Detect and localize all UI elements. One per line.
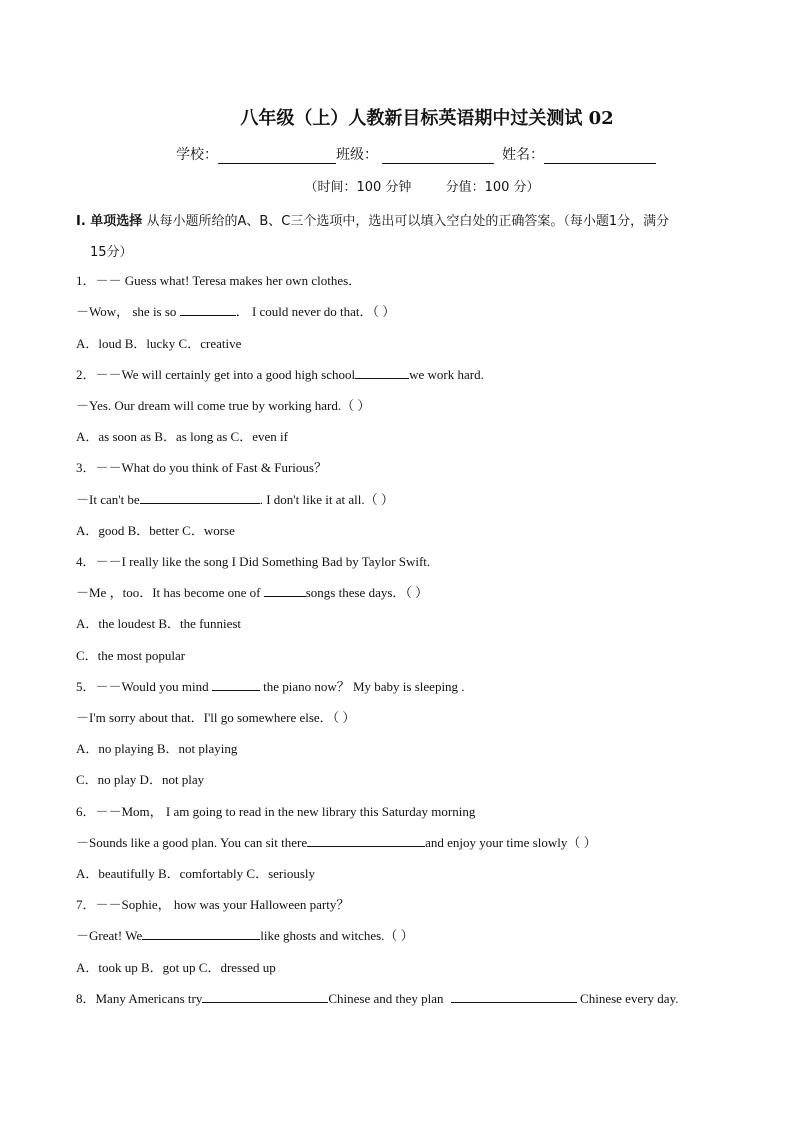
options-7: A．took up B．got up C．dressed up <box>76 960 276 975</box>
question-2: 2．－－We will certainly get into a good high school we work hard. <box>76 367 484 382</box>
question-1: 1．－－ Guess what! Teresa makes her own clothes． <box>76 273 362 288</box>
score-info: 分值：100 分） <box>445 180 540 195</box>
class-label: 班级： <box>336 147 378 163</box>
blank <box>212 678 260 691</box>
school-label: 学校： <box>176 147 218 163</box>
options-5a: A．no playing B．not playing <box>76 741 238 756</box>
blank <box>451 990 577 1003</box>
answer-line-7: －Great! We like ghosts and witches.（ ） <box>76 928 414 943</box>
question-3: 3．－－What do you think of Fast & Furious？ <box>76 460 327 475</box>
time-info: （时间：100 分钟 <box>304 180 412 195</box>
page-title: 八年级（上）人教新目标英语期中过关测试 02 <box>240 108 614 129</box>
question-5: 5．－－Would you mind the piano now？ My baby is sleeping . <box>76 679 465 694</box>
answer-line-5: －I'm sorry about that．I'll go somewhere else．（ ） <box>76 710 356 725</box>
options-6: A．beautifully B．comfortably C．seriously <box>76 866 316 881</box>
options-1: A．loud B．lucky C．creative <box>76 336 242 351</box>
question-6: 6．－－Mom， I am going to read in the new library this Saturday morning <box>76 804 476 819</box>
exam-meta <box>0 176 794 195</box>
options-4a: A．the loudest B．the funniest <box>76 616 242 631</box>
school-blank <box>218 149 336 164</box>
name-label: 姓名： <box>502 147 544 163</box>
options-3: A．good B．better C．worse <box>76 523 235 538</box>
options-2: A．as soon as B．as long as C．even if <box>76 429 288 444</box>
options-4b: C．the most popular <box>76 648 186 663</box>
question-8: 8．Many Americans try Chinese and they plan Chinese every day. <box>76 991 679 1006</box>
question-4: 4．－－I really like the song I Did Something Bad by Taylor Swift. <box>76 554 431 569</box>
blank <box>355 366 409 379</box>
answer-line-6: －Sounds like a good plan. You can sit there and enjoy your time slowly（ ） <box>76 835 597 850</box>
instruction-text: 从每小题所给的A、B、C三个选项中，选出可以填入空白处的正确答案。（每小题1分，满分 <box>146 214 670 229</box>
answer-line-2: －Yes. Our dream will come true by working hard.（ ） <box>76 398 371 413</box>
blank <box>180 303 236 316</box>
options-5b: C．no play D．not play <box>76 772 205 787</box>
question-7: 7．－－Sophie， how was your Halloween party？ <box>76 897 350 912</box>
blank <box>264 584 306 597</box>
section-heading: I. 单项选择 <box>76 214 143 229</box>
class-blank <box>382 149 494 164</box>
name-blank <box>544 149 656 164</box>
student-info-row <box>176 144 656 164</box>
answer-line-3: －It can't be . I don't like it at all.（ ） <box>76 492 394 507</box>
instruction-text-cont: 15分） <box>90 245 133 260</box>
blank <box>202 990 328 1003</box>
section-instructions <box>76 206 726 268</box>
answer-line-4: －Me ，too．It has become one of songs these days．（ ） <box>76 585 429 600</box>
answer-line-1: －Wow， she is so ． I could never do that．（ ） <box>76 304 396 319</box>
blank <box>142 927 260 940</box>
blank <box>140 491 260 504</box>
blank <box>307 834 425 847</box>
